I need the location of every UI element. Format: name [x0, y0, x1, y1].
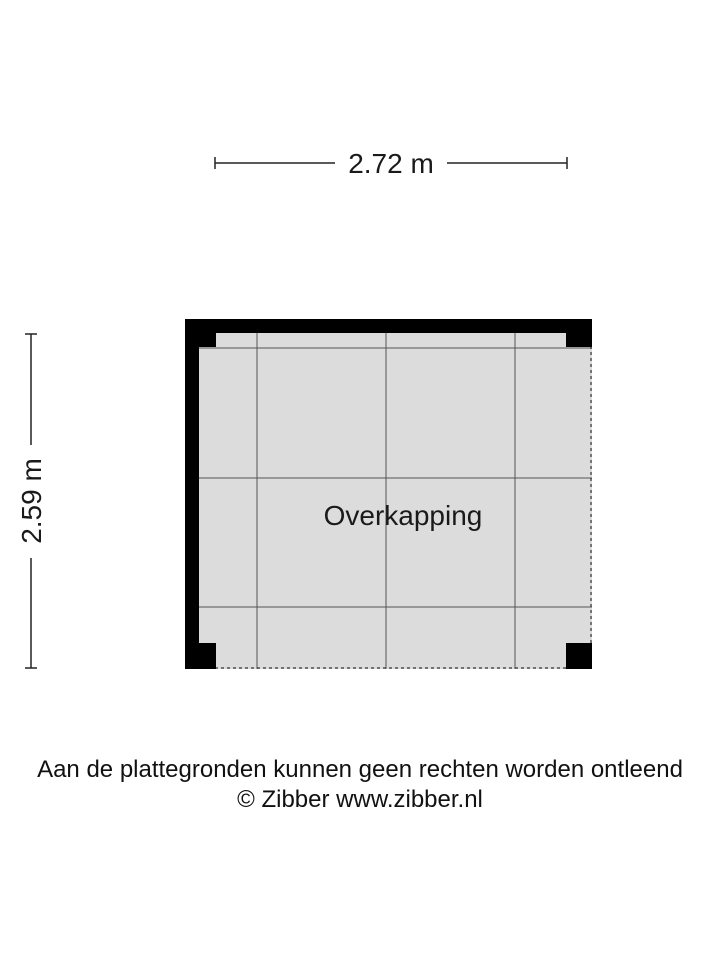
post-bottom-right: [566, 643, 592, 669]
wall-top: [185, 319, 592, 333]
height-label: 2.59 m: [16, 458, 47, 544]
height-dimension: [16, 334, 47, 668]
copyright-text: © Zibber www.zibber.nl: [237, 786, 483, 813]
post-top-left: [185, 319, 216, 347]
room-label: Overkapping: [323, 500, 483, 531]
width-dimension: [215, 148, 567, 179]
post-bottom-left: [185, 643, 216, 669]
disclaimer-text: Aan de plattegronden kunnen geen rechten worden ontleend: [37, 756, 683, 783]
width-label: 2.72 m: [348, 148, 434, 179]
post-top-right: [566, 319, 592, 347]
wall-left: [185, 319, 199, 669]
